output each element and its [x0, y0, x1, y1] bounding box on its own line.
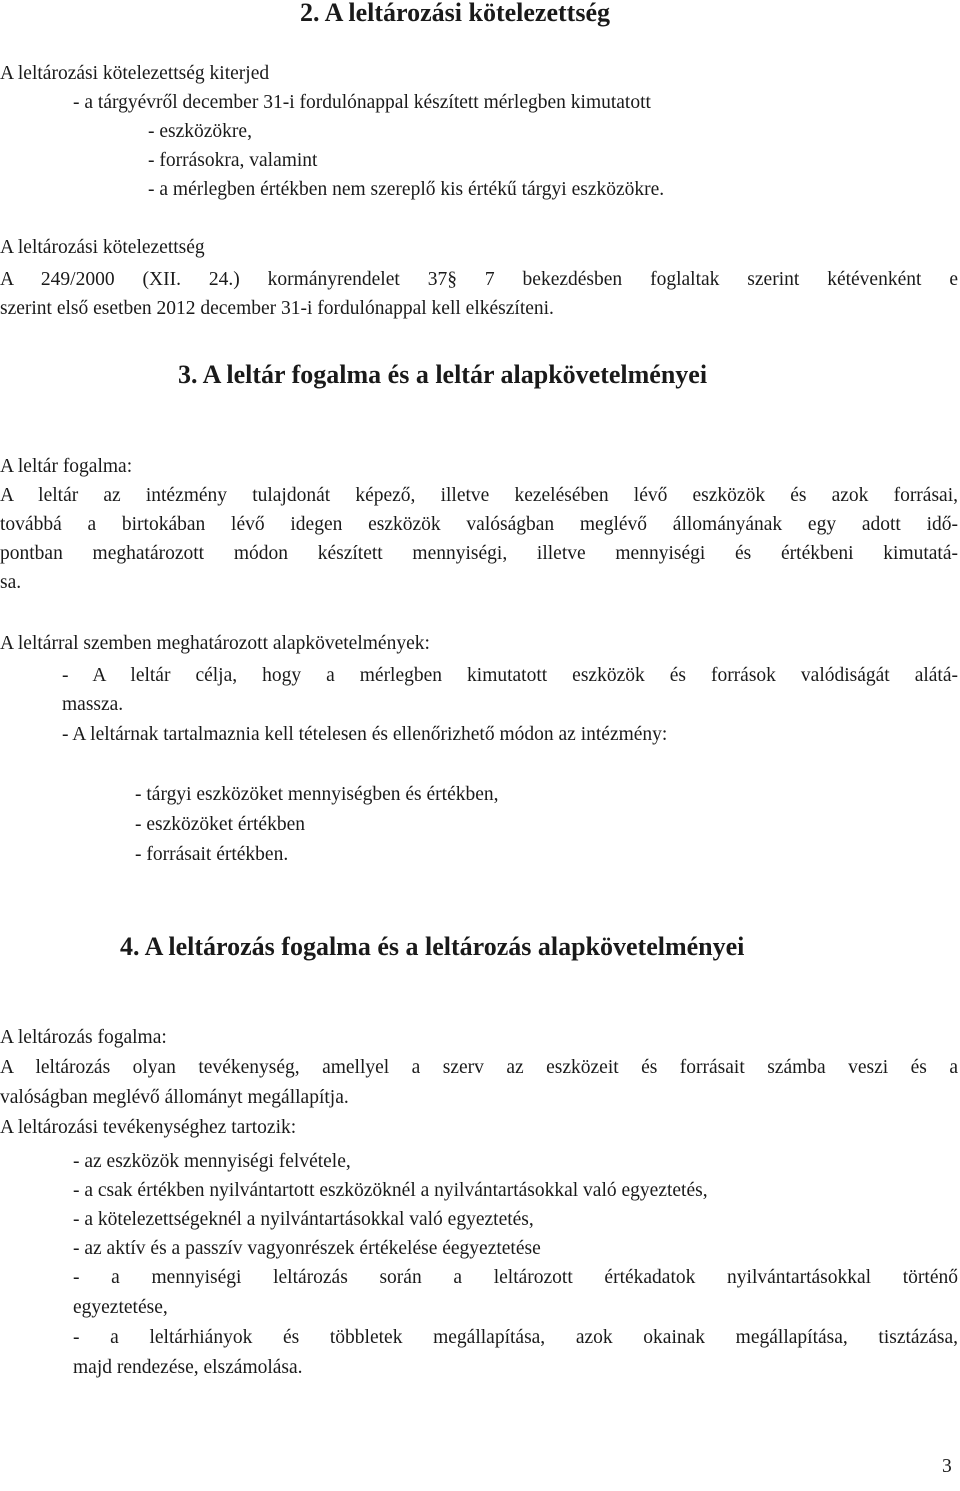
list-item: - az eszközök mennyiségi felvétele, — [73, 1151, 351, 1172]
list-item: - A leltár célja, hogy a mérlegben kimutatott eszközök és források valódiságát alátá- — [62, 665, 958, 686]
paragraph-line: A leltározás olyan tevékenység, amellyel a szerv az eszközeit és forrásait számba veszi és a — [0, 1057, 958, 1078]
activities-label: A leltározási tevékenységhez tartozik: — [0, 1117, 297, 1138]
list-item: majd rendezése, elszámolása. — [73, 1357, 303, 1378]
paragraph-line: sa. — [0, 572, 22, 593]
paragraph-line: pontban meghatározott módon készített mennyiségi, illetve mennyiségi és értékbeni kimutatá- — [0, 543, 958, 564]
list-item: - forrásokra, valamint — [148, 150, 318, 171]
paragraph: A leltározási kötelezettség — [0, 237, 205, 258]
section-2-heading: 2. A leltározási kötelezettség — [300, 0, 610, 27]
sub-list-item: - eszközöket értékben — [135, 814, 305, 835]
page-number: 3 — [942, 1456, 952, 1477]
list-item: - A leltárnak tartalmaznia kell tételesen és ellenőrizhető módon az intézmény: — [62, 724, 668, 745]
requirements-label: A leltárral szemben meghatározott alapkövetelmények: — [0, 633, 430, 654]
list-item: - a mennyiségi leltározás során a leltározott értékadatok nyilvántartásokkal történő — [73, 1267, 958, 1288]
section-4-heading: 4. A leltározás fogalma és a leltározás alapkövetelményei — [120, 932, 745, 961]
sub-list-item: - tárgyi eszközöket mennyiségben és értékben, — [135, 784, 499, 805]
list-item: - eszközökre, — [148, 121, 252, 142]
paragraph: A leltározási kötelezettség kiterjed — [0, 63, 270, 84]
list-item: - a leltárhiányok és többletek megállapítása, azok okainak megállapítása, tisztázása, — [73, 1327, 958, 1348]
paragraph-line: továbbá a birtokában lévő idegen eszközök valóságban meglévő állományának egy adott idő- — [0, 514, 958, 535]
paragraph-line: valóságban meglévő állományt megállapítja. — [0, 1087, 349, 1108]
list-item: egyeztetése, — [73, 1297, 168, 1318]
paragraph-line: A 249/2000 (XII. 24.) kormányrendelet 37§ 7 bekezdésben foglaltak szerint kétévenként e — [0, 269, 958, 290]
definition-label: A leltározás fogalma: — [0, 1027, 167, 1048]
definition-label: A leltár fogalma: — [0, 456, 133, 477]
paragraph-line: A leltár az intézmény tulajdonát képező, illetve kezelésében lévő eszközök és azok forrásai, — [0, 485, 958, 506]
sub-list-item: - forrásait értékben. — [135, 844, 289, 865]
paragraph-line: szerint első esetben 2012 december 31-i fordulónappal kell elkészíteni. — [0, 298, 554, 319]
list-item: - a tárgyévről december 31-i fordulónappal készített mérlegben kimutatott — [73, 92, 651, 113]
list-item: - a csak értékben nyilvántartott eszközöknél a nyilvántartásokkal való egyeztetés, — [73, 1180, 708, 1201]
section-3-heading: 3. A leltár fogalma és a leltár alapkövetelményei — [178, 360, 708, 389]
list-item: massza. — [62, 694, 124, 715]
list-item: - a kötelezettségeknél a nyilvántartásokkal való egyeztetés, — [73, 1209, 534, 1230]
list-item: - az aktív és a passzív vagyonrészek értékelése éegyeztetése — [73, 1238, 541, 1259]
list-item: - a mérlegben értékben nem szereplő kis értékű tárgyi eszközökre. — [148, 179, 665, 200]
